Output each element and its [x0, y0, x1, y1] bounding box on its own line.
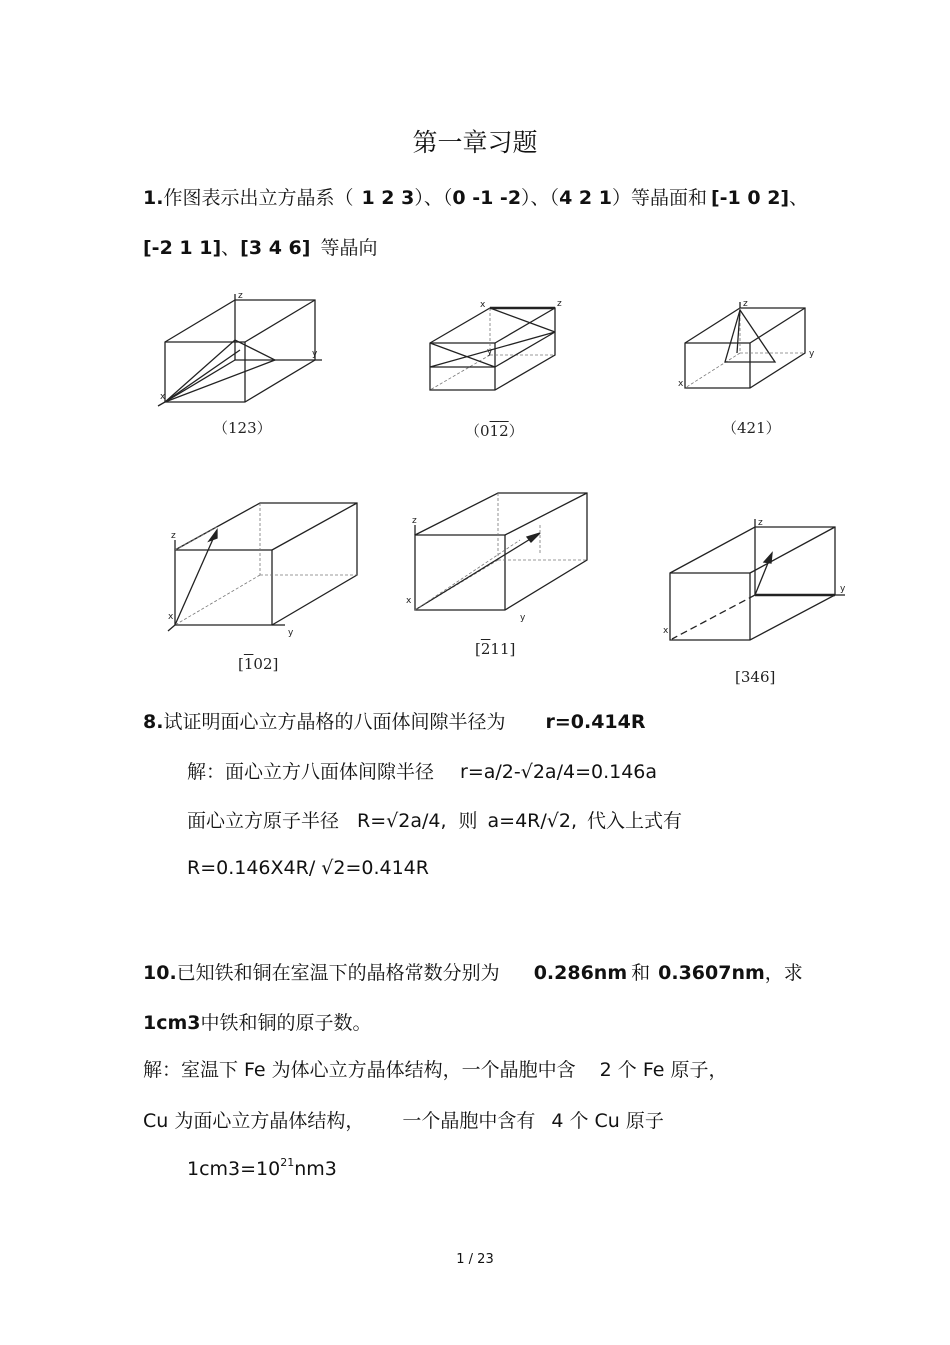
x-axis-ext: [158, 402, 165, 406]
caption-bar-digit: 2: [499, 422, 509, 440]
caption-part: ）: [508, 422, 524, 440]
y-axis-label: y: [809, 349, 815, 359]
solution-10-conversion: [187, 1156, 337, 1180]
question-text: 已知铁和铜在室温下的晶格常数分别为: [176, 962, 500, 984]
caption-part: 11]: [490, 640, 516, 658]
separator: 、: [789, 187, 809, 209]
figure-plane-123: [150, 290, 330, 415]
cube-outline: [670, 527, 835, 640]
solution-10-line-2: [143, 1106, 664, 1133]
x-axis-dashed: [672, 595, 755, 639]
solution-text: 4 个 Cu 原子: [551, 1110, 664, 1132]
solution-text: 解：面心立方八面体间隙半径: [187, 761, 435, 783]
solution-8-line-2: [187, 806, 682, 833]
question-1-line-1: [143, 183, 808, 210]
z-axis-label: z: [743, 299, 748, 309]
conversion-unit: nm3: [294, 1158, 337, 1180]
z-axis-label: z: [412, 516, 417, 526]
hidden-edge: [685, 353, 740, 388]
figure-plane-012: [425, 298, 565, 398]
z-axis-label: z: [238, 291, 243, 301]
guide-line: [415, 540, 520, 610]
z-axis-label: z: [557, 299, 562, 309]
lattice-constant-fe: 0.286nm: [533, 962, 628, 984]
direction-arrow: [415, 533, 540, 610]
question-1-line-2: [143, 233, 377, 260]
y-axis-label: y: [487, 347, 493, 357]
conversion-base: 1cm3=10: [187, 1158, 281, 1180]
solution-text: 解：室温下 Fe 为体心立方晶体结构，一个晶胞中含: [143, 1059, 576, 1081]
page-title: 第一章习题: [412, 128, 538, 157]
volume-value: 1cm3: [143, 1012, 201, 1034]
question-text: 试证明面心立方晶格的八面体间隙半径为: [163, 711, 506, 733]
cube-edge: [272, 503, 357, 550]
direction-346: [3 4 6]: [240, 237, 311, 259]
question-result: r=0.414R: [545, 711, 646, 733]
caption-part: [: [475, 640, 481, 658]
solution-text: 代入上式有: [587, 810, 683, 832]
x-axis-ext: [168, 625, 175, 631]
plane-0-1-2: 0 -1 -2: [452, 187, 522, 209]
plane-diagonal: [430, 343, 495, 367]
figure-plane-421: [675, 298, 825, 398]
hidden-edge: [430, 355, 490, 390]
caption-plane-012: [465, 420, 524, 441]
arrow-head: [527, 533, 540, 542]
solution-text: Cu 为面心立方晶体结构，: [143, 1110, 365, 1132]
solution-equation: a=4R/√2,: [487, 810, 578, 832]
question-number: 1.: [143, 187, 164, 209]
caption-direction-346: [346]: [735, 668, 776, 686]
solution-text: 则: [458, 810, 478, 832]
conversion-exponent: 21: [280, 1156, 295, 1169]
solution-8-line-1: [187, 757, 657, 784]
question-8: [143, 707, 646, 734]
question-text: ）等晶面和: [611, 187, 707, 209]
solution-10-line-1: [143, 1055, 727, 1082]
z-axis-label: z: [758, 518, 763, 528]
question-text: 中铁和铜的原子数。: [200, 1012, 372, 1034]
solution-8-line-3: R=0.146X4R/ √2=0.414R: [187, 857, 429, 879]
caption-bar-digit: 1: [243, 655, 254, 673]
caption-direction-211: [475, 640, 515, 658]
caption-part: 02]: [253, 655, 279, 673]
question-number: 8.: [143, 711, 164, 733]
solution-text: 2 个 Fe 原子，: [599, 1059, 728, 1081]
y-axis-label: y: [288, 628, 294, 638]
direction-211: [-2 1 1]: [143, 237, 222, 259]
solution-text: 一个晶胞中含有: [402, 1110, 536, 1132]
cube-edge: [750, 527, 835, 573]
x-axis-label: x: [678, 379, 684, 389]
separator: 、: [221, 237, 241, 259]
question-10-line-1: [143, 958, 803, 985]
caption-direction-102: [238, 655, 278, 673]
caption-bar-digit: 1: [489, 422, 500, 440]
plane-421: 4 2 1: [559, 187, 612, 209]
x-axis-line: [165, 360, 235, 402]
z-axis-label: z: [171, 531, 176, 541]
question-10-line-2: [143, 1008, 372, 1035]
figure-direction-211: [400, 485, 595, 625]
question-text: 和: [631, 962, 651, 984]
arrow-head: [764, 553, 772, 563]
question-number: 10.: [143, 962, 177, 984]
hidden-edge: [175, 575, 260, 625]
page-number: 1 / 23: [456, 1252, 494, 1267]
x-axis-label: x: [406, 596, 412, 606]
caption-part: [: [238, 655, 244, 673]
cube-edge: [245, 300, 315, 342]
direction-arrow: [175, 530, 217, 625]
plane-123: 1 2 3: [361, 187, 415, 209]
question-text: 等晶向: [320, 237, 378, 259]
plane-trace: [165, 350, 240, 402]
solution-text: 面心立方原子半径: [187, 810, 340, 832]
x-axis-label: x: [663, 626, 669, 636]
solution-equation: r=a/2-√2a/4=0.146a: [460, 761, 658, 783]
separator: ）、（: [414, 187, 453, 209]
x-axis-label: x: [160, 392, 166, 402]
separator: ）、（: [521, 187, 560, 209]
caption-bar-digit: 2: [480, 640, 491, 658]
y-axis-label: y: [520, 613, 526, 623]
arrow-head: [209, 530, 217, 541]
x-axis-label: x: [480, 300, 486, 310]
question-text: 作图表示出立方晶系（: [163, 187, 354, 209]
y-axis-label: y: [312, 349, 318, 359]
cube-edge: [505, 493, 587, 535]
direction-102: [-1 0 2]: [710, 187, 790, 209]
solution-equation: R=√2a/4,: [357, 810, 447, 832]
caption-part: （0: [465, 422, 490, 440]
x-axis-label: x: [168, 612, 174, 622]
lattice-constant-cu: 0.3607nm: [658, 962, 765, 984]
caption-plane-123: （123）: [213, 419, 272, 437]
plane-diagonal: [490, 308, 555, 332]
question-text: ，求: [764, 962, 803, 984]
caption-plane-421: （421）: [722, 419, 781, 437]
figure-direction-346: [660, 515, 855, 645]
figure-direction-102: [160, 495, 370, 645]
y-axis-label: y: [840, 584, 846, 594]
